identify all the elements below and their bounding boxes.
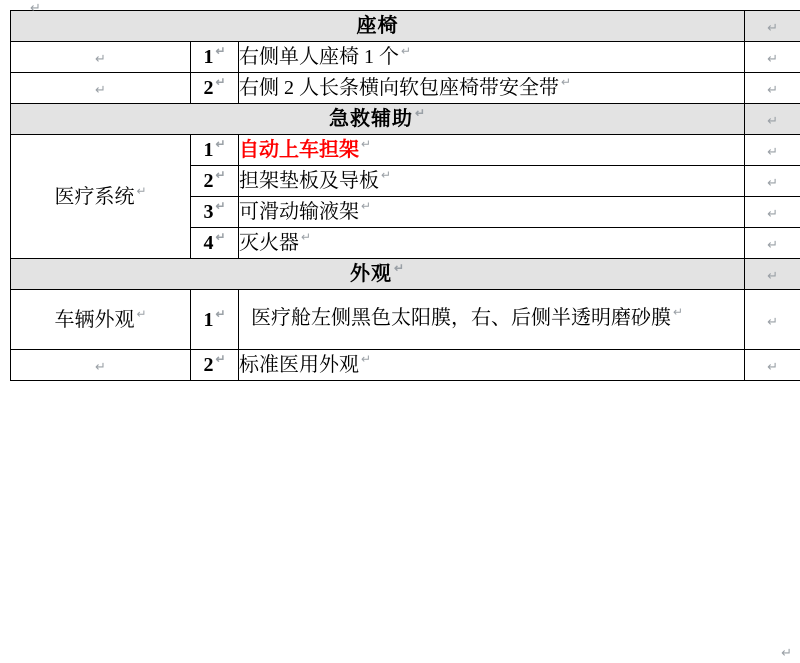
row-content: 医疗舱左侧黑色太阳膜，右、后侧半透明磨砂膜 ↵	[239, 290, 745, 350]
paragraph-mark: ↵	[215, 137, 226, 152]
row-number: 3 ↵	[191, 197, 239, 228]
section-note-emergency-aid	[745, 104, 800, 135]
paragraph-mark: ↵	[767, 237, 778, 252]
table-row	[11, 290, 800, 350]
paragraph-mark: ↵	[381, 168, 392, 183]
table-row	[11, 350, 800, 381]
row-number: 1 ↵	[191, 42, 239, 73]
paragraph-mark: ↵	[301, 230, 312, 245]
paragraph-mark: ↵	[401, 44, 412, 59]
section-title-appearance: 外观 ↵	[11, 259, 745, 290]
paragraph-mark: ↵	[215, 168, 226, 183]
table-row	[11, 73, 800, 104]
row-content: 标准医用外观 ↵	[239, 350, 745, 381]
paragraph-mark: ↵	[215, 352, 226, 367]
paragraph-mark: ↵	[561, 75, 572, 90]
row-content: 右侧 2 人长条横向软包座椅带安全带 ↵	[239, 73, 745, 104]
paragraph-mark: ↵	[767, 82, 778, 97]
configuration-table	[10, 10, 800, 381]
row-note	[745, 166, 800, 197]
row-label-vehicle-appearance: 车辆外观 ↵	[11, 290, 191, 350]
row-label-cell	[11, 42, 191, 73]
paragraph-mark: ↵	[136, 306, 147, 321]
paragraph-mark: ↵	[767, 175, 778, 190]
table-section-header-row	[11, 104, 800, 135]
row-note	[745, 135, 800, 166]
paragraph-mark: ↵	[215, 75, 226, 90]
row-note	[745, 350, 800, 381]
paragraph-mark: ↵	[361, 199, 372, 214]
paragraph-mark: ↵	[767, 206, 778, 221]
row-note	[745, 197, 800, 228]
paragraph-mark: ↵	[767, 113, 778, 128]
row-note	[745, 290, 800, 350]
row-note	[745, 73, 800, 104]
paragraph-mark: ↵	[95, 359, 106, 374]
row-label-cell	[11, 350, 191, 381]
row-content: 可滑动输液架 ↵	[239, 197, 745, 228]
paragraph-mark-top: ↵	[30, 0, 41, 15]
row-content: 灭火器 ↵	[239, 228, 745, 259]
row-note	[745, 42, 800, 73]
paragraph-mark: ↵	[414, 106, 427, 121]
row-note	[745, 228, 800, 259]
paragraph-mark: ↵	[393, 261, 406, 276]
paragraph-mark: ↵	[95, 51, 106, 66]
paragraph-mark: ↵	[215, 199, 226, 214]
row-number: 1 ↵	[191, 135, 239, 166]
row-label-medical-system: 医疗系统 ↵	[11, 135, 191, 259]
row-number: 2 ↵	[191, 350, 239, 381]
row-content: 右侧单人座椅 1 个 ↵	[239, 42, 745, 73]
section-note-seats	[745, 11, 800, 42]
paragraph-mark: ↵	[215, 44, 226, 59]
paragraph-mark: ↵	[215, 306, 226, 321]
paragraph-mark: ↵	[767, 359, 778, 374]
table-section-header-row	[11, 259, 800, 290]
row-number: 1 ↵	[191, 290, 239, 350]
table-section-header-row	[11, 11, 800, 42]
section-title-seats: 座椅	[11, 11, 745, 42]
paragraph-mark: ↵	[767, 268, 778, 283]
section-note-appearance	[745, 259, 800, 290]
row-number: 2 ↵	[191, 73, 239, 104]
paragraph-mark: ↵	[673, 305, 684, 320]
row-number: 2 ↵	[191, 166, 239, 197]
table-row	[11, 42, 800, 73]
paragraph-mark: ↵	[767, 144, 778, 159]
section-title-emergency-aid: 急救辅助 ↵	[11, 104, 745, 135]
paragraph-mark: ↵	[136, 183, 147, 198]
table-row	[11, 135, 800, 166]
paragraph-mark: ↵	[767, 313, 778, 329]
paragraph-mark: ↵	[361, 137, 372, 152]
row-content: 担架垫板及导板 ↵	[239, 166, 745, 197]
paragraph-mark: ↵	[215, 230, 226, 245]
paragraph-mark-bottom: ↵	[781, 645, 792, 660]
paragraph-mark: ↵	[767, 20, 778, 35]
paragraph-mark: ↵	[361, 352, 372, 367]
row-number: 4 ↵	[191, 228, 239, 259]
paragraph-mark: ↵	[767, 51, 778, 66]
row-content-highlighted: 自动上车担架 ↵	[239, 135, 745, 166]
paragraph-mark: ↵	[95, 82, 106, 97]
row-label-cell	[11, 73, 191, 104]
